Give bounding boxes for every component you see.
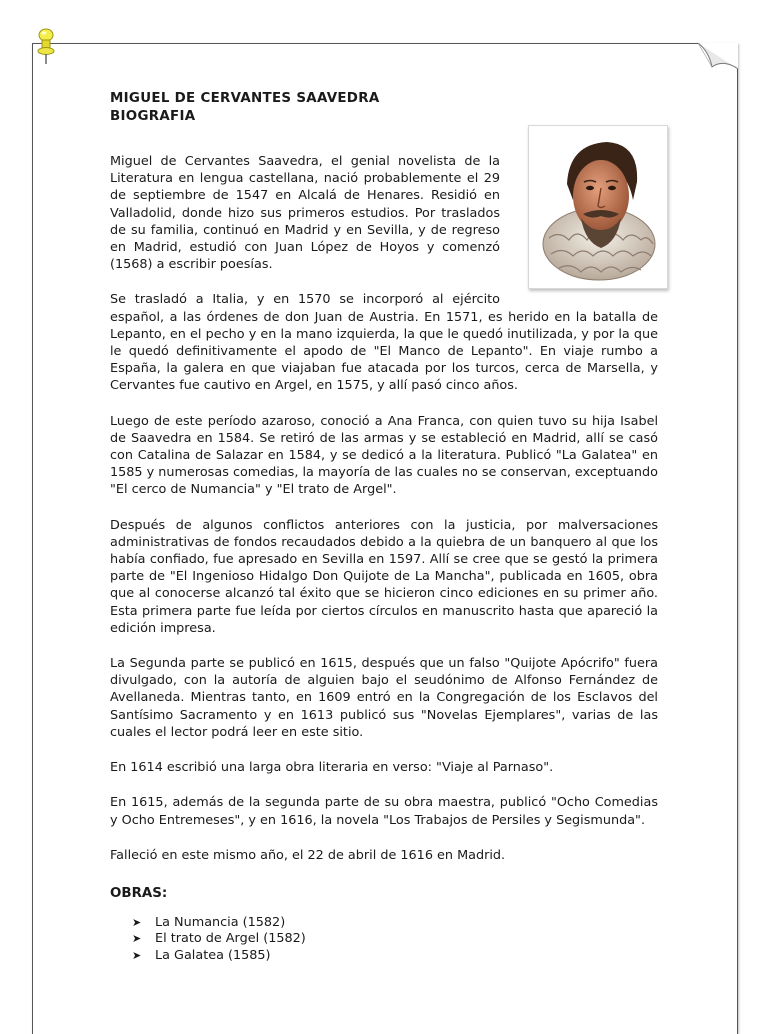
arrow-bullet-icon: ➤ — [132, 932, 142, 946]
document-content — [110, 90, 658, 964]
biography-paragraph-1: Miguel de Cervantes Saavedra, el genial novelista de la Literatura en lengua castellana, nació probablemente el 29 de septiembre de 1547 en Alcalá de Henares. Residió en Valladolid, donde hizo sus primeros estudios. Por traslados de su familia, continuó en Madrid y en Sevilla, y de regreso en Madrid, estudió con Juan López de Hoyos y comenzó (1568) a escribir poesías. — [110, 154, 500, 273]
document-title: MIGUEL DE CERVANTES SAAVEDRA — [110, 91, 380, 106]
pushpin-icon — [33, 28, 59, 72]
list-item — [132, 915, 658, 932]
portrait-image — [518, 125, 678, 295]
obra-title: La Galatea (1585) — [155, 947, 271, 963]
biography-paragraph-5: La Segunda parte se publicó en 1615, después que un falso "Quijote Apócrifo" fuera divulgado, con la autoría de alguien bajo el seudónimo de Alfonso Fernández de Avellaneda. Mientras tanto, en 1609 entró en la Congregación de los Esclavos del Santísimo Sacramento y en 1613 publicó sus "Novelas Ejemplares", varias de las cuales el lector podrá leer en este sitio. — [110, 656, 658, 740]
page-curl-icon — [698, 43, 738, 69]
biography-paragraph-3: Luego de este período azaroso, conoció a Ana Franca, con quien tuvo su hija Isabel de Saavedra en 1584. Se retiró de las armas y se estableció en Madrid, allí se casó con Catalina de Salazar en 1584, y se dedicó a la literatura. Publicó "La Galatea" en 1585 y numerosas comedias, la mayoría de las cuales no se conservan, exceptuando "El cerco de Numancia" y "El trato de Argel". — [110, 413, 658, 498]
document-subtitle: BIOGRAFIA — [110, 109, 196, 124]
biography-paragraph-2: Se trasladó a Italia, y en 1570 se incorporó al ejército español, a las órdenes de don Juan de Austria. En 1571, es herido en la batalla de Lepanto, en el pecho y en la mano izquierda, la que le quedó inutilizada, y por la que le quedó definitivamente el apodo de "El Manco de Lepanto". En viaje rumbo a España, la galera en que viajaban fue atacada por los turcos, cerca de Marsella, y Cervantes fue cautivo en Argel, en 1575, y allí pasó cinco años. — [110, 292, 658, 394]
biography-paragraph-6: En 1614 escribió una larga obra literaria en verso: "Viaje al Parnaso". — [110, 760, 554, 776]
list-item — [132, 931, 658, 948]
biography-paragraph-7: En 1615, además de la segunda parte de su obra maestra, publicó "Ocho Comedias y Ocho Entremeses", y en 1616, la novela "Los Trabajos de Persiles y Segismunda". — [110, 795, 658, 828]
obra-title: La Numancia (1582) — [155, 914, 286, 930]
arrow-bullet-icon: ➤ — [132, 915, 142, 929]
list-item — [132, 948, 658, 965]
arrow-bullet-icon: ➤ — [132, 948, 142, 962]
obra-title: El trato de Argel (1582) — [155, 931, 306, 947]
biography-paragraph-8: Falleció en este mismo año, el 22 de abril de 1616 en Madrid. — [110, 847, 506, 863]
biography-paragraph-4: Después de algunos conflictos anteriores con la justicia, por malversaciones administrativas de fondos recaudados debido a la quiebra de un banquero al que los había confiado, fue apresado en Sevilla en 1597. Allí se cree que se gestó la primera parte de "El Ingenioso Hidalgo Don Quijote de La Mancha", publicada en 1605, obra que al conocerse alcanzó tal éxito que se hicieron cinco ediciones en su primer año. Esta primera parte fue leída por ciertos círculos en manuscrito hasta que apareció la edición impresa. — [110, 517, 658, 636]
obras-heading: OBRAS: — [110, 885, 168, 901]
obras-list — [132, 915, 658, 965]
